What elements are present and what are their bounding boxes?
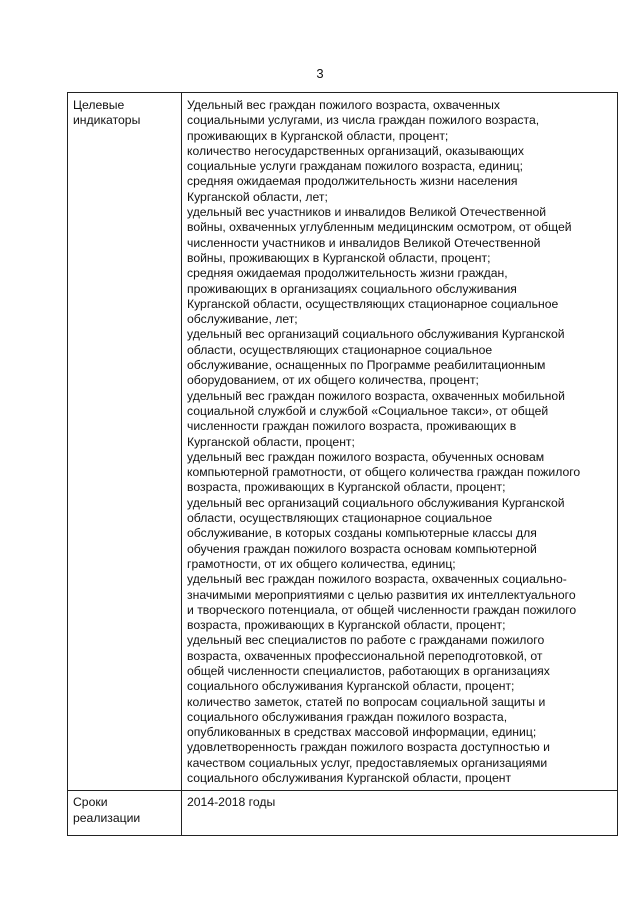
indicator-line: количество заметок, статей по вопросам социальной защиты и xyxy=(187,694,546,709)
indicator-line: проживающих в организациях социального обслуживания xyxy=(187,281,517,296)
indicator-line: войны, охваченных углубленным медицинским осмотром, от общей xyxy=(187,220,572,235)
indicator-line: удельный вес участников и инвалидов Великой Отечественной xyxy=(187,205,547,220)
indicator-line: оборудованием, от их общего количества, процент; xyxy=(187,373,479,388)
page-number: 3 xyxy=(316,66,324,81)
indicator-line: удельный вес организаций социального обслуживания Курганской xyxy=(187,495,565,510)
indicator-line: компьютерной грамотности, от общего количества граждан пожилого xyxy=(187,465,581,480)
target-indicators-value xyxy=(182,93,618,791)
implementation-terms-value: 2014-2018 годы xyxy=(182,791,618,836)
indicator-line: количество негосударственных организаций, оказывающих xyxy=(187,143,524,158)
target-indicators-label-line: Целевые xyxy=(73,98,125,112)
program-passport-table xyxy=(67,92,618,836)
indicator-line: войны, проживающих в Курганской области, процент; xyxy=(187,250,491,265)
indicator-line: Удельный вес граждан пожилого возраста, охваченных xyxy=(187,98,500,112)
indicator-line: удовлетворенность граждан пожилого возраста доступностью и xyxy=(187,740,550,755)
indicator-line: социального обслуживания граждан пожилого возраста, xyxy=(187,709,508,724)
target-indicators-row xyxy=(68,93,618,791)
indicator-line: удельный вес граждан пожилого возраста, охваченных мобильной xyxy=(187,388,565,403)
indicator-line: обслуживание, в которых созданы компьютерные классы для xyxy=(187,526,537,541)
indicator-line: возраста, проживающих в Курганской области, процент; xyxy=(187,618,506,633)
indicator-line: численности граждан пожилого возраста, проживающих в xyxy=(187,419,517,434)
indicator-line: Курганской области, осуществляющих стационарное социальное xyxy=(187,296,559,311)
indicator-line: обслуживание, лет; xyxy=(187,312,298,327)
indicator-line: удельный вес организаций социального обслуживания Курганской xyxy=(187,327,565,342)
indicator-line: обучения граждан пожилого возраста основам компьютерной xyxy=(187,541,537,556)
indicator-line: Курганской области, лет; xyxy=(187,189,328,204)
indicator-line: грамотности, от их общего количества, единиц; xyxy=(187,556,456,571)
indicator-line: возраста, проживающих в Курганской области, процент; xyxy=(187,480,506,495)
implementation-terms-row xyxy=(68,791,618,836)
target-indicators-label xyxy=(68,93,182,791)
implementation-terms-label xyxy=(68,791,182,836)
indicator-line: возраста, охваченных профессиональной переподготовкой, от xyxy=(187,648,543,663)
indicator-line: области, осуществляющих стационарное социальное xyxy=(187,342,493,357)
indicator-line: области, осуществляющих стационарное социальное xyxy=(187,511,493,526)
indicator-line: удельный вес граждан пожилого возраста, охваченных социально- xyxy=(187,572,567,587)
indicator-line: обслуживание, оснащенных по Программе реабилитационным xyxy=(187,358,546,373)
indicator-line: социальными услугами, из числа граждан пожилого возраста, xyxy=(187,113,540,128)
indicator-line: социальной службой и службой «Социальное такси», от общей xyxy=(187,403,549,418)
implementation-terms-label-line: реализации xyxy=(73,810,141,825)
indicator-line: опубликованных в средствах массовой информации, единиц; xyxy=(187,725,537,740)
target-indicators-label-line: индикаторы xyxy=(73,113,141,128)
indicator-line: значимыми мероприятиями с целью развития их интеллектуального xyxy=(187,587,576,602)
indicator-line: удельный вес специалистов по работе с гражданами пожилого xyxy=(187,633,545,648)
indicator-line: общей численности специалистов, работающих в организациях xyxy=(187,663,550,678)
indicator-line: удельный вес граждан пожилого возраста, обученных основам xyxy=(187,449,545,464)
indicator-line: средняя ожидаемая продолжительность жизни граждан, xyxy=(187,266,508,281)
indicator-line: качеством социальных услуг, предоставляемых организациями xyxy=(187,755,548,770)
indicator-line: социального обслуживания Курганской области, процент xyxy=(187,771,512,786)
indicator-line: социального обслуживания Курганской области, процент; xyxy=(187,679,515,694)
indicator-line: социальные услуги гражданам пожилого возраста, единиц; xyxy=(187,159,524,174)
indicator-line: средняя ожидаемая продолжительность жизни населения xyxy=(187,174,518,189)
indicator-line: численности участников и инвалидов Великой Отечественной xyxy=(187,235,541,250)
implementation-terms-label-line: Сроки xyxy=(73,795,108,810)
indicator-line: проживающих в Курганской области, процент; xyxy=(187,128,449,143)
indicator-line: Курганской области, процент; xyxy=(187,434,355,449)
indicator-line: и творческого потенциала, от общей численности граждан пожилого xyxy=(187,602,577,617)
